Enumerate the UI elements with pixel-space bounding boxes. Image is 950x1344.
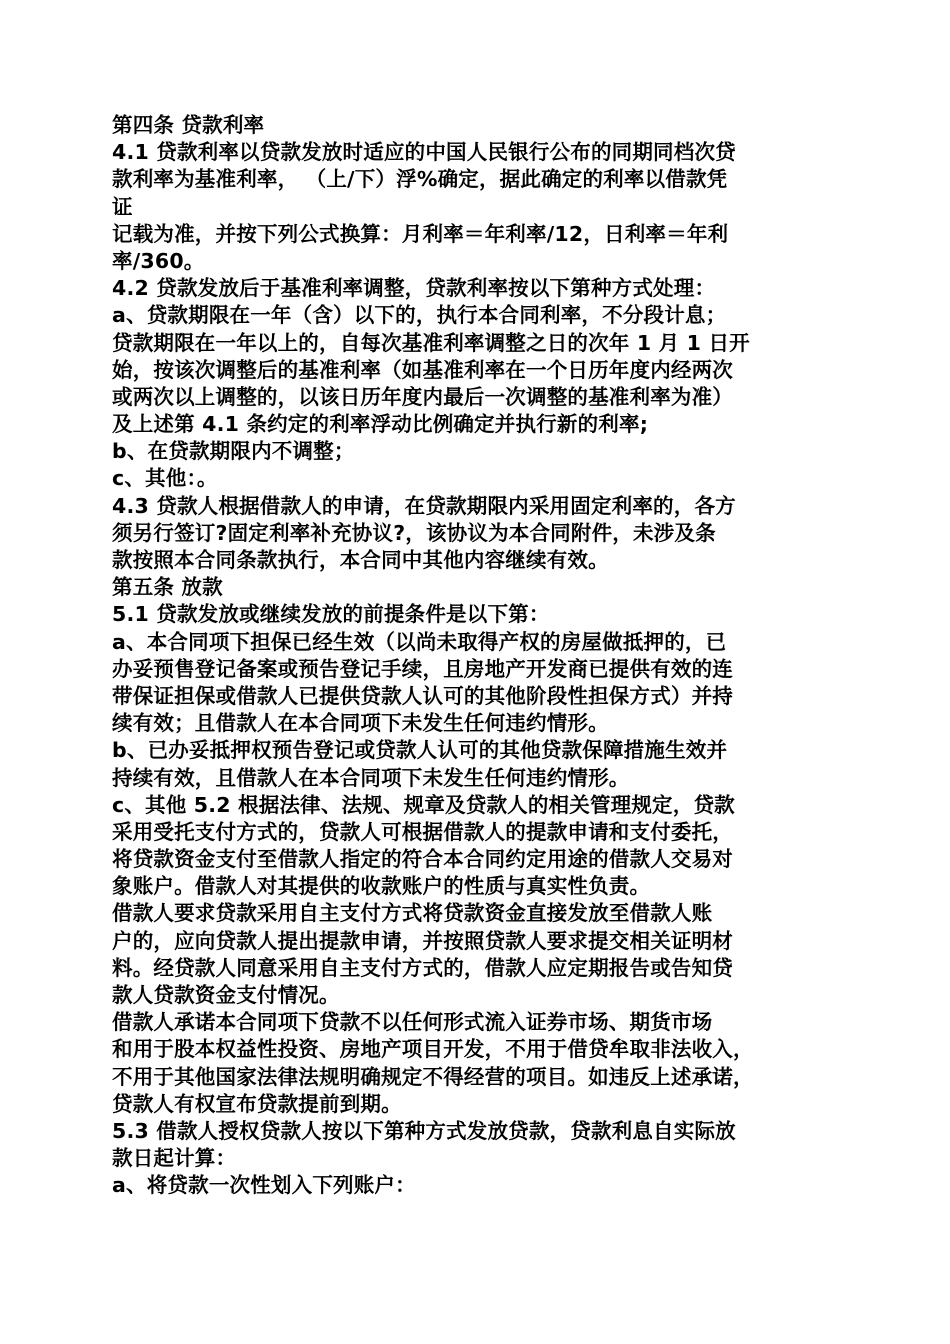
paragraph-line: 不用于其他国家法律法规明确规定不得经营的项目。如违反上述承诺， [112,1064,754,1089]
document-body [112,112,847,1200]
paragraph-line: 5.3 借款人授权贷款人按以下第种方式发放贷款，贷款利息自实际放 [112,1118,736,1143]
paragraph-line: 或两次以上调整的，以该日历年度内最后一次调整的基准利率为准） [112,384,733,409]
paragraph-line: 续有效；且借款人在本合同项下未发生任何违约情形。 [112,711,609,736]
paragraph-line: a、贷款期限在一年（含）以下的，执行本合同利率，不分段计息； [112,303,727,328]
paragraph-line: c、其他：。 [112,466,218,491]
paragraph-line: 5.1 贷款发放或继续发放的前提条件是以下第： [112,602,550,627]
section-heading-article-4: 第四条 贷款利率 [112,113,265,137]
paragraph-line: 须另行签订?固定利率补充协议?，该协议为本合同附件，未涉及条 [112,520,716,545]
paragraph-line: 借款人承诺本合同项下贷款不以任何形式流入证券市场、期货市场 [112,1010,713,1035]
paragraph-line: 贷款人有权宣布贷款提前到期。 [112,1091,402,1116]
paragraph-line: 款利率为基准利率， （上/下）浮%确定，据此确定的利率以借款凭 [112,167,728,192]
paragraph-line: 4.3 贷款人根据借款人的申请，在贷款期限内采用固定利率的，各方 [112,493,736,518]
paragraph-line: b、已办妥抵押权预告登记或贷款人认可的其他贷款保障措施生效并 [112,738,728,763]
paragraph-line: 记载为准，并按下列公式换算：月利率＝年利率/12，日利率＝年利 [112,221,729,246]
paragraph-line: 4.2 贷款发放后于基准利率调整，贷款利率按以下第种方式处理： [112,276,716,301]
paragraph-line: 款按照本合同条款执行，本合同中其他内容继续有效。 [112,548,609,572]
paragraph-line: 持续有效，且借款人在本合同项下未发生任何违约情形。 [112,765,630,790]
paragraph-line: 及上述第 4.1 条约定的利率浮动比例确定并执行新的利率; [112,412,649,437]
paragraph-line: 款日起计算： [112,1146,237,1171]
section-heading-article-5: 第五条 放款 [112,575,223,600]
paragraph-line: 采用受托支付方式的，贷款人可根据借款人的提款申请和支付委托， [112,819,733,844]
paragraph-line: 将贷款资金支付至借款人指定的符合本合同约定用途的借款人交易对 [112,847,733,872]
paragraph-line: 率/360。 [112,248,205,273]
paragraph-line: 借款人要求贷款采用自主支付方式将贷款资金直接发放至借款人账 [112,901,713,926]
paragraph-line: 始，按该次调整后的基准利率（如基准利率在一个日历年度内经两次 [112,357,733,382]
paragraph-line: 证 [112,194,133,219]
paragraph-line: 4.1 贷款利率以贷款发放时适应的中国人民银行公布的同期同档次贷 [112,140,736,165]
paragraph-line: 款人贷款资金支付情况。 [112,983,340,1007]
paragraph-line: 和用于股本权益性投资、房地产项目开发，不用于借贷牟取非法收入， [112,1037,754,1062]
paragraph-line: 办妥预售登记备案或预告登记手续，且房地产开发商已提供有效的连 [112,656,733,681]
paragraph-line: 带保证担保或借款人已提供贷款人认可的其他阶段性担保方式）并持 [112,683,733,708]
paragraph-line: a、本合同项下担保已经生效（以尚未取得产权的房屋做抵押的，已 [112,629,727,654]
paragraph-line: 象账户。借款人对其提供的收款账户的性质与真实性负责。 [112,874,651,899]
paragraph-line: b、在贷款期限内不调整； [112,439,355,464]
paragraph-line: a、将贷款一次性划入下列账户： [112,1173,416,1198]
paragraph-line: 户的，应向贷款人提出提款申请，并按照贷款人要求提交相关证明材 [112,928,733,953]
paragraph-line: 料。经贷款人同意采用自主支付方式的，借款人应定期报告或告知贷 [112,955,733,980]
paragraph-line: c、其他 5.2 根据法律、法规、规章及贷款人的相关管理规定，贷款 [112,792,735,817]
paragraph-line: 贷款期限在一年以上的，自每次基准利率调整之日的次年 1 月 1 日开 [112,330,750,355]
